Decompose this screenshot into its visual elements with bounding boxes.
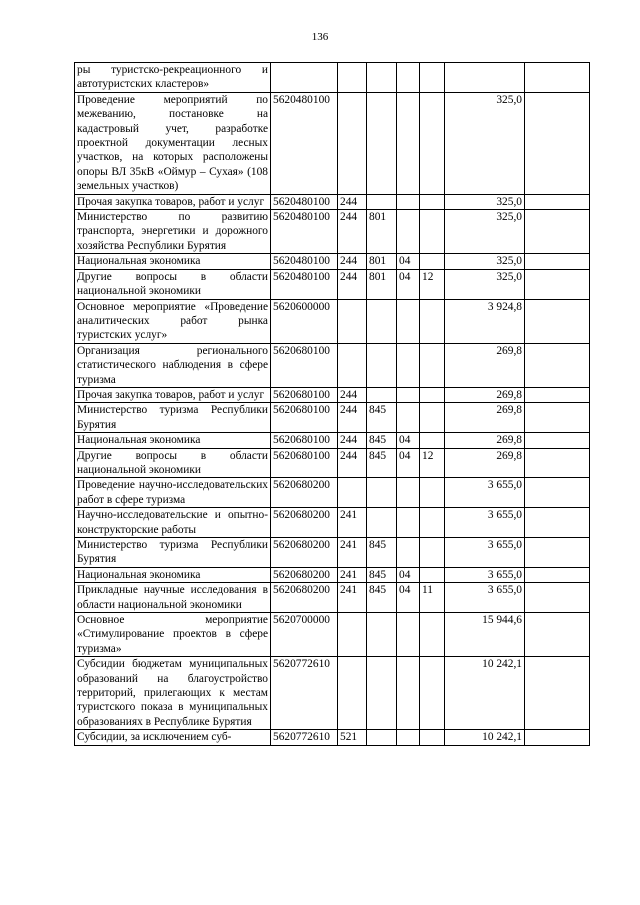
section-cell [397, 478, 420, 508]
row-name-cell: Проведение мероприятий по межеванию, постановке на кадастровый учет, разработке проектной документации лесных участков, на которых расположены опоры ВЛ 35кВ «Оймур – Сухая» (108 земельных участков) [75, 92, 271, 194]
ministry-code-cell: 845 [367, 538, 397, 568]
empty-cell [525, 613, 590, 657]
empty-cell [525, 433, 590, 448]
table-row [75, 269, 590, 299]
empty-cell [525, 583, 590, 613]
table-row [75, 387, 590, 402]
target-article-cell: 5620680200 [271, 508, 338, 538]
ministry-code-cell [367, 387, 397, 402]
table-row [75, 613, 590, 657]
empty-cell [525, 387, 590, 402]
row-name-cell: Министерство туризма Республики Бурятия [75, 403, 271, 433]
expense-type-cell: 244 [338, 210, 367, 254]
table-row [75, 210, 590, 254]
empty-cell [525, 538, 590, 568]
row-name-cell: Прочая закупка товаров, работ и услуг [75, 387, 271, 402]
empty-cell [525, 343, 590, 387]
subsection-cell: 12 [420, 269, 445, 299]
target-article-cell: 5620680100 [271, 343, 338, 387]
amount-cell: 325,0 [445, 92, 525, 194]
empty-cell [525, 730, 590, 745]
amount-cell: 325,0 [445, 194, 525, 209]
table-row [75, 343, 590, 387]
expense-type-cell: 244 [338, 194, 367, 209]
expense-type-cell: 244 [338, 254, 367, 269]
subsection-cell [420, 433, 445, 448]
table-row [75, 508, 590, 538]
expense-type-cell: 244 [338, 269, 367, 299]
amount-cell: 269,8 [445, 403, 525, 433]
section-cell [397, 508, 420, 538]
subsection-cell [420, 254, 445, 269]
section-cell [397, 730, 420, 745]
table-row [75, 194, 590, 209]
row-name-cell: Научно-исследовательские и опытно-конструкторские работы [75, 508, 271, 538]
amount-cell: 3 655,0 [445, 567, 525, 582]
budget-table-body [75, 63, 590, 746]
section-cell: 04 [397, 433, 420, 448]
subsection-cell [420, 343, 445, 387]
target-article-cell: 5620772610 [271, 657, 338, 730]
subsection-cell: 12 [420, 448, 445, 478]
amount-cell: 15 944,6 [445, 613, 525, 657]
subsection-cell [420, 63, 445, 93]
subsection-cell [420, 567, 445, 582]
table-row [75, 583, 590, 613]
target-article-cell: 5620480100 [271, 92, 338, 194]
row-name-cell: Министерство по развитию транспорта, энергетики и дорожного хозяйства Республики Бурятия [75, 210, 271, 254]
section-cell [397, 194, 420, 209]
section-cell [397, 387, 420, 402]
row-name-cell: Организация регионального статистического наблюдения в сфере туризма [75, 343, 271, 387]
expense-type-cell: 241 [338, 538, 367, 568]
amount-cell: 325,0 [445, 210, 525, 254]
subsection-cell [420, 194, 445, 209]
expense-type-cell [338, 343, 367, 387]
empty-cell [525, 299, 590, 343]
ministry-code-cell: 845 [367, 433, 397, 448]
empty-cell [525, 448, 590, 478]
ministry-code-cell: 845 [367, 567, 397, 582]
subsection-cell [420, 538, 445, 568]
table-row [75, 299, 590, 343]
expense-type-cell: 244 [338, 403, 367, 433]
expense-type-cell: 244 [338, 387, 367, 402]
section-cell [397, 403, 420, 433]
target-article-cell: 5620700000 [271, 613, 338, 657]
row-name-cell: Другие вопросы в области национальной экономики [75, 269, 271, 299]
table-row [75, 92, 590, 194]
empty-cell [525, 63, 590, 93]
target-article-cell: 5620480100 [271, 254, 338, 269]
amount-cell: 10 242,1 [445, 730, 525, 745]
subsection-cell [420, 657, 445, 730]
target-article-cell: 5620680200 [271, 478, 338, 508]
amount-cell: 269,8 [445, 387, 525, 402]
row-name-cell: Другие вопросы в области национальной экономики [75, 448, 271, 478]
target-article-cell: 5620480100 [271, 269, 338, 299]
ministry-code-cell: 845 [367, 583, 397, 613]
ministry-code-cell [367, 92, 397, 194]
empty-cell [525, 657, 590, 730]
table-row [75, 254, 590, 269]
empty-cell [525, 508, 590, 538]
section-cell [397, 343, 420, 387]
ministry-code-cell: 801 [367, 210, 397, 254]
expense-type-cell [338, 299, 367, 343]
section-cell [397, 613, 420, 657]
empty-cell [525, 403, 590, 433]
subsection-cell [420, 92, 445, 194]
table-row [75, 538, 590, 568]
amount-cell: 3 655,0 [445, 538, 525, 568]
target-article-cell: 5620600000 [271, 299, 338, 343]
section-cell: 04 [397, 567, 420, 582]
row-name-cell: Национальная экономика [75, 567, 271, 582]
ministry-code-cell [367, 343, 397, 387]
amount-cell: 325,0 [445, 254, 525, 269]
section-cell [397, 210, 420, 254]
subsection-cell [420, 387, 445, 402]
empty-cell [525, 269, 590, 299]
target-article-cell: 5620480100 [271, 210, 338, 254]
row-name-cell: Национальная экономика [75, 254, 271, 269]
empty-cell [525, 194, 590, 209]
table-row [75, 730, 590, 745]
empty-cell [525, 92, 590, 194]
target-article-cell: 5620680200 [271, 567, 338, 582]
amount-cell [445, 63, 525, 93]
ministry-code-cell: 845 [367, 448, 397, 478]
section-cell [397, 299, 420, 343]
amount-cell: 3 924,8 [445, 299, 525, 343]
ministry-code-cell [367, 63, 397, 93]
amount-cell: 269,8 [445, 433, 525, 448]
ministry-code-cell [367, 657, 397, 730]
expense-type-cell [338, 92, 367, 194]
ministry-code-cell: 845 [367, 403, 397, 433]
row-name-cell: Субсидии, за исключением суб- [75, 730, 271, 745]
row-name-cell: Проведение научно-исследовательских работ в сфере туризма [75, 478, 271, 508]
row-name-cell: Прочая закупка товаров, работ и услуг [75, 194, 271, 209]
ministry-code-cell: 801 [367, 254, 397, 269]
table-row [75, 478, 590, 508]
target-article-cell: 5620680200 [271, 583, 338, 613]
row-name-cell: ры туристско-рекреационного и автотуристских кластеров» [75, 63, 271, 93]
row-name-cell: Основное мероприятие «Стимулирование проектов в сфере туризма» [75, 613, 271, 657]
empty-cell [525, 210, 590, 254]
ministry-code-cell [367, 478, 397, 508]
table-row [75, 448, 590, 478]
target-article-cell: 5620680100 [271, 403, 338, 433]
row-name-cell: Субсидии бюджетам муниципальных образований на благоустройство территорий, прилегающих к местам туристского показа в муниципальных образованиях в Республике Бурятия [75, 657, 271, 730]
section-cell: 04 [397, 269, 420, 299]
row-name-cell: Основное мероприятие «Проведение аналитических работ рынка туристских услуг» [75, 299, 271, 343]
ministry-code-cell: 801 [367, 269, 397, 299]
amount-cell: 3 655,0 [445, 478, 525, 508]
table-row [75, 433, 590, 448]
section-cell: 04 [397, 254, 420, 269]
amount-cell: 3 655,0 [445, 508, 525, 538]
ministry-code-cell [367, 194, 397, 209]
amount-cell: 3 655,0 [445, 583, 525, 613]
row-name-cell: Прикладные научные исследования в области национальной экономики [75, 583, 271, 613]
expense-type-cell: 244 [338, 433, 367, 448]
target-article-cell [271, 63, 338, 93]
section-cell [397, 63, 420, 93]
amount-cell: 10 242,1 [445, 657, 525, 730]
expense-type-cell [338, 657, 367, 730]
ministry-code-cell [367, 613, 397, 657]
empty-cell [525, 478, 590, 508]
expense-type-cell: 241 [338, 508, 367, 538]
expense-type-cell: 521 [338, 730, 367, 745]
subsection-cell [420, 613, 445, 657]
amount-cell: 269,8 [445, 448, 525, 478]
section-cell: 04 [397, 448, 420, 478]
ministry-code-cell [367, 299, 397, 343]
ministry-code-cell [367, 508, 397, 538]
row-name-cell: Министерство туризма Республики Бурятия [75, 538, 271, 568]
expense-type-cell [338, 613, 367, 657]
subsection-cell [420, 299, 445, 343]
expense-type-cell [338, 63, 367, 93]
target-article-cell: 5620772610 [271, 730, 338, 745]
budget-table [74, 62, 590, 746]
table-row [75, 403, 590, 433]
subsection-cell [420, 508, 445, 538]
subsection-cell [420, 403, 445, 433]
section-cell [397, 538, 420, 568]
table-row [75, 567, 590, 582]
section-cell [397, 92, 420, 194]
expense-type-cell [338, 478, 367, 508]
target-article-cell: 5620680200 [271, 538, 338, 568]
target-article-cell: 5620680100 [271, 448, 338, 478]
section-cell: 04 [397, 583, 420, 613]
amount-cell: 325,0 [445, 269, 525, 299]
expense-type-cell: 241 [338, 567, 367, 582]
table-row [75, 63, 590, 93]
subsection-cell: 11 [420, 583, 445, 613]
row-name-cell: Национальная экономика [75, 433, 271, 448]
amount-cell: 269,8 [445, 343, 525, 387]
target-article-cell: 5620680100 [271, 387, 338, 402]
subsection-cell [420, 478, 445, 508]
target-article-cell: 5620480100 [271, 194, 338, 209]
empty-cell [525, 254, 590, 269]
expense-type-cell: 244 [338, 448, 367, 478]
table-row [75, 657, 590, 730]
expense-type-cell: 241 [338, 583, 367, 613]
subsection-cell [420, 730, 445, 745]
page-number: 136 [311, 31, 329, 43]
subsection-cell [420, 210, 445, 254]
section-cell [397, 657, 420, 730]
target-article-cell: 5620680100 [271, 433, 338, 448]
empty-cell [525, 567, 590, 582]
ministry-code-cell [367, 730, 397, 745]
